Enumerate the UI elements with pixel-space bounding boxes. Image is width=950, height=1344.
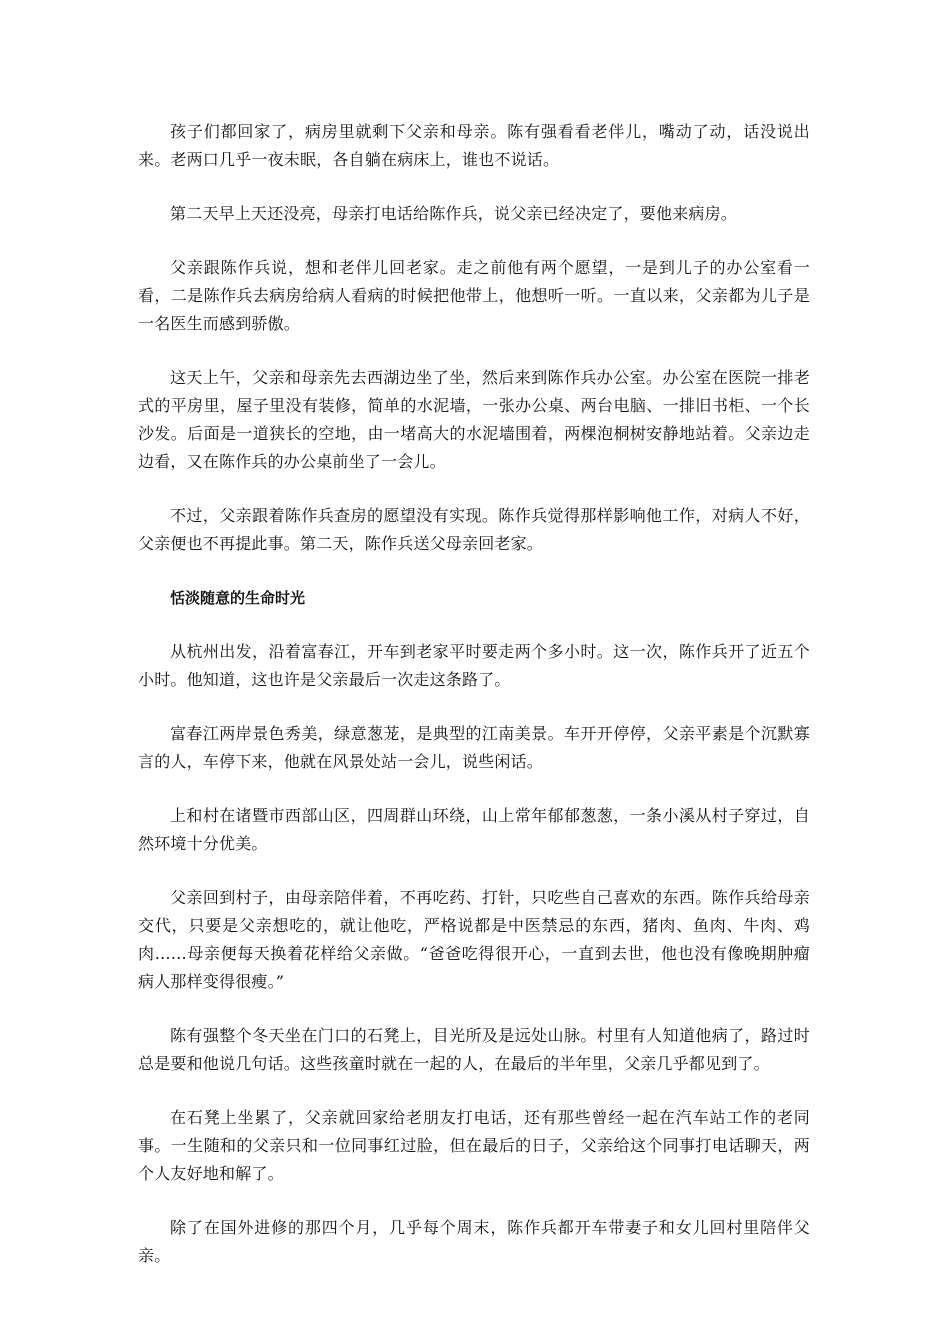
section-heading: 恬淡随意的生命时光 [170, 589, 306, 607]
paragraph-5: 不过，父亲跟着陈作兵查房的愿望没有实现。陈作兵觉得那样影响他工作，对病人不好，父亲便也不再提此事。第二天，陈作兵送父母亲回老家。 [138, 506, 810, 553]
paragraph-8: 上和村在诸暨市西部山区，四周群山环绕，山上常年郁郁葱葱，一条小溪从村子穿过，自然环境十分优美。 [138, 806, 810, 853]
paragraph-4: 这天上午，父亲和母亲先去西湖边坐了坐，然后来到陈作兵办公室。办公室在医院一排老式的平房里，屋子里没有装修，简单的水泥墙，一张办公桌、两台电脑、一排旧书柜、一个长沙发。后面是一道狭长的空地，由一堵高大的水泥墙围着，两棵泡桐树安静地站着。父亲边走边看，又在陈作兵的办公桌前坐了一会儿。 [138, 368, 810, 471]
paragraph-6: 从杭州出发，沿着富春江，开车到老家平时要走两个多小时。这一次，陈作兵开了近五个小时。他知道，这也许是父亲最后一次走这条路了。 [138, 642, 810, 689]
paragraph-12: 除了在国外进修的那四个月，几乎每个周末，陈作兵都开车带妻子和女儿回村里陪伴父亲。 [138, 1218, 810, 1265]
paragraph-11: 在石凳上坐累了，父亲就回家给老朋友打电话，还有那些曾经一起在汽车站工作的老同事。一生随和的父亲只和一位同事红过脸，但在最后的日子，父亲给这个同事打电话聊天，两个人友好地和解了。 [138, 1108, 810, 1183]
paragraph-9: 父亲回到村子，由母亲陪伴着，不再吃药、打针，只吃些自己喜欢的东西。陈作兵给母亲交代，只要是父亲想吃的，就让他吃，严格说都是中医禁忌的东西，猪肉、鱼肉、牛肉、鸡肉……母亲便每天换着花样给父亲做。“爸爸吃得很开心，一直到去世，他也没有像晚期肿瘤病人那样变得很瘦。” [138, 888, 810, 991]
paragraph-2: 第二天早上天还没亮，母亲打电话给陈作兵，说父亲已经决定了，要他来病房。 [170, 204, 738, 223]
paragraph-1: 孩子们都回家了，病房里就剩下父亲和母亲。陈有强看看老伴儿，嘴动了动，话没说出来。老两口几乎一夜未眠，各自躺在病床上，谁也不说话。 [138, 122, 810, 169]
paragraph-7: 富春江两岸景色秀美，绿意葱茏，是典型的江南美景。车开开停停，父亲平素是个沉默寡言的人，车停下来，他就在风景处站一会儿，说些闲话。 [138, 724, 810, 771]
paragraph-10: 陈有强整个冬天坐在门口的石凳上，目光所及是远处山脉。村里有人知道他病了，路过时总是要和他说几句话。这些孩童时就在一起的人，在最后的半年里，父亲几乎都见到了。 [138, 1026, 810, 1073]
paragraph-3: 父亲跟陈作兵说，想和老伴儿回老家。走之前他有两个愿望，一是到儿子的办公室看一看，二是陈作兵去病房给病人看病的时候把他带上，他想听一听。一直以来，父亲都为儿子是一名医生而感到骄傲。 [138, 258, 810, 333]
article-body [138, 118, 810, 1296]
